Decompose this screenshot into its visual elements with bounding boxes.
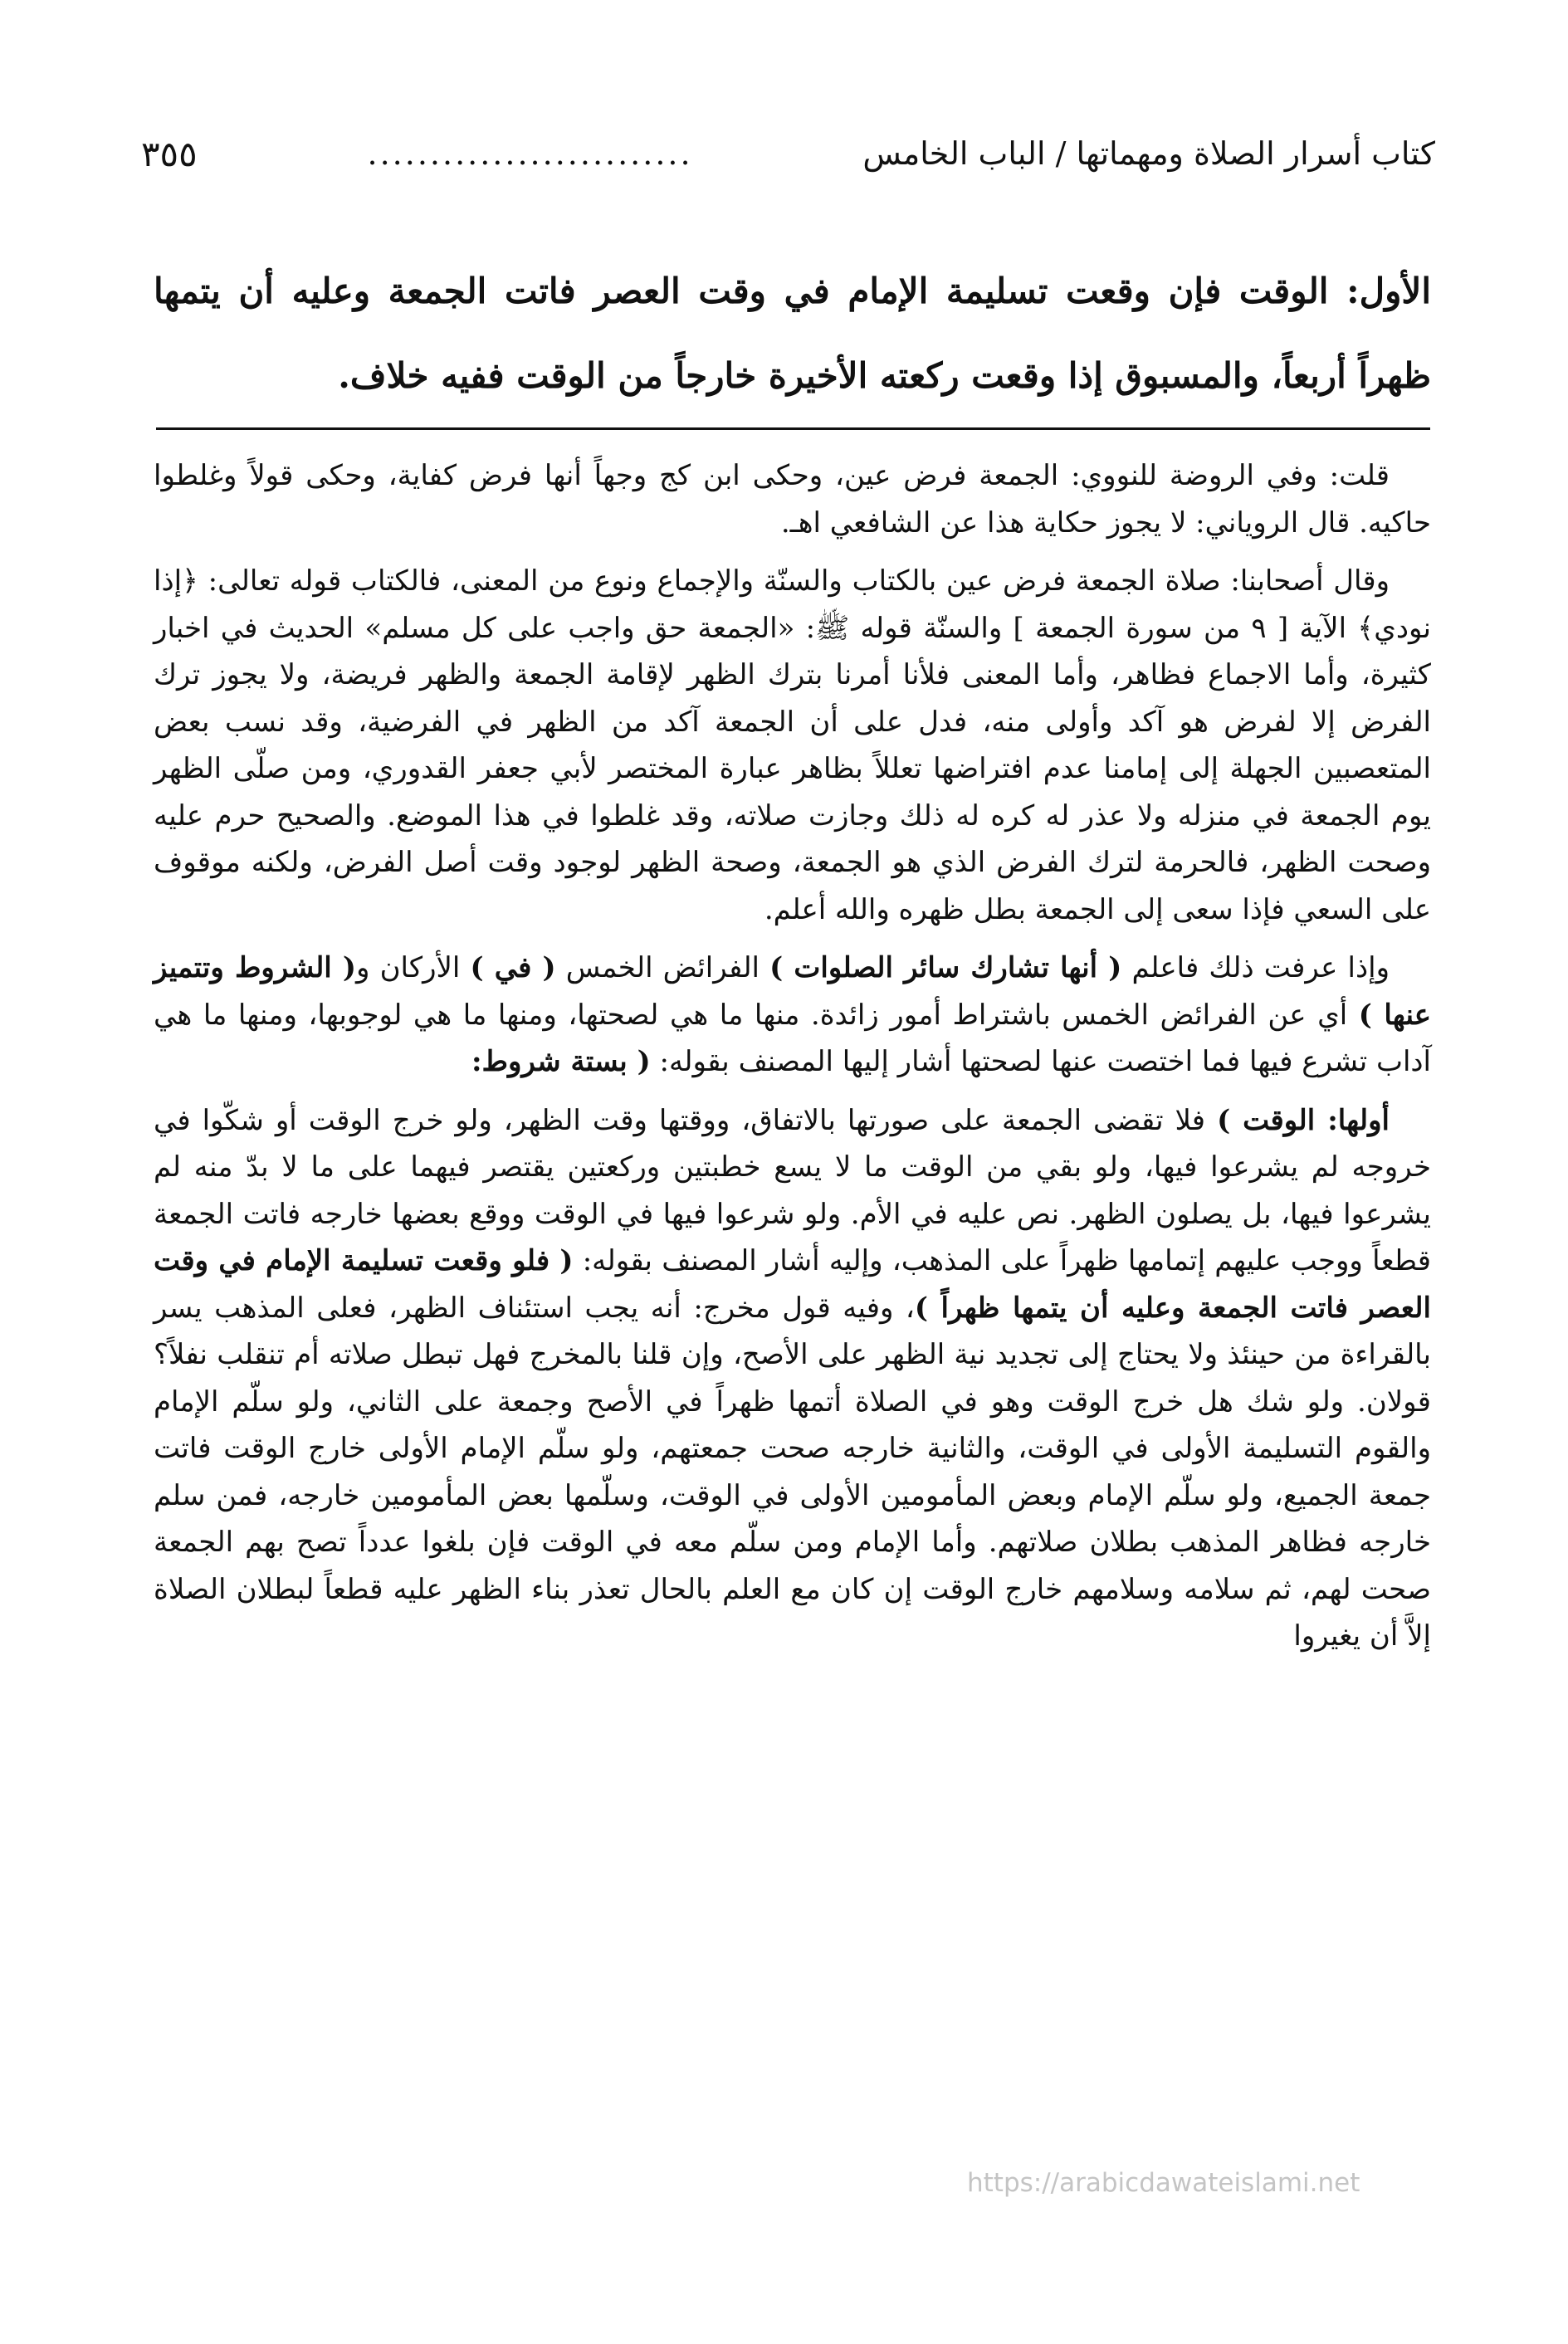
p3-text-a: وإذا عرفت ذلك فاعلم — [1121, 951, 1390, 984]
watermark-url: https://arabicdawateislami.net — [967, 2168, 1360, 2198]
p4-quote-2: ( فلو وقعت تسليمة الإمام في وقت العصر فاتت الجمعة وعليه أن يتمها ظهراً ) — [154, 1244, 1431, 1325]
p3-text-c: الفرائض الخمس — [555, 951, 770, 984]
matn-body: الوقت فإن وقعت تسليمة الإمام في وقت العصر فاتت الجمعة وعليه أن يتمها ظهراً أربعاً، والمسبوق إذا وقعت ركعته الأخيرة خارجاً من الوقت — [154, 271, 1431, 396]
matn-text — [154, 249, 1431, 418]
separator-line — [156, 427, 1430, 430]
header-leader-dots: .......................... — [367, 135, 693, 172]
running-header — [141, 125, 1435, 183]
commentary-paragraph-2: وقال أصحابنا: صلاة الجمعة فرض عين بالكتاب والسنّة والإجماع ونوع من المعنى، فالكتاب قوله تعالى: ﴿إذا نودي﴾ الآية [ ٩ من سورة الجمعة ] والسنّة قوله ﷺ: «الجمعة حق واجب على كل مسلم» الحديث في اخبار كثيرة، وأما الاجماع فظاهر، وأما المعنى فلأنا أمرنا بترك الظهر لإقامة الجمعة والظهر فريضة، ولا يجوز ترك الفرض إلا لفرض هو آكد وأولى منه، فدل على أن الجمعة آكد من الظهر في الفرضية، وقد نسب بعض المتعصبين الجهلة إلى إمامنا عدم افتراضها تعللاً بظاهر عبارة المختصر لأبي جعفر القدوري، ومن صلّى الظهر يوم الجمعة في منزله ولا عذر له كره له ذلك وجازت صلاته، وقد غلطوا في هذا الموضع. والصحيح حرم عليه وصحت الظهر، فالحرمة لترك الفرض الذي هو الجمعة، وصحة الظهر لوجود وقت أصل الفرض، ولكنه موقوف على السعي فإذا سعى إلى الجمعة بطل ظهره والله أعلم. — [154, 564, 1432, 926]
p4-text-d: ، وفيه قول مخرج: أنه يجب استئناف الظهر، فعلى المذهب يسر بالقراءة من حينئذ ولا يحتاج إلى تجديد نية الظهر على الأصح، وإن قلنا بالمخرج فهل تبطل صلاته أم تنقلب نفلاً؟ قولان. ولو شك هل خرج الوقت وهو في الصلاة أتمها ظهراً في الأصح وجمعة على الثاني، ولو سلّم الإمام والقوم التسليمة الأولى في الوقت، والثانية خارجه صحت جمعتهم، ولو سلّم الإمام الأولى خارج الوقت فاتت جمعة الجميع، ولو سلّم الإمام وبعض المأمومين الأولى في الوقت، وسلّمها بعض المأمومين خارجه، فمن سلم خارجه فظاهر المذهب بطلان صلاتهم. وأما الإمام ومن سلّم معه في الوقت فإن بلغوا عدداً تصح بهم الجمعة صحت لهم، ثم سلامه وسلامهم خارج الوقت إن كان مع العلم بالحال تعذر بناء الظهر عليه قطعاً لبطلان الصلاة إلاَّ أن يغيروا — [154, 1291, 1431, 1653]
p3-quote-1: ( أنها تشارك سائر الصلوات ) — [769, 951, 1122, 984]
matn-end: ففيه خلاف. — [338, 355, 517, 396]
p3-text-g: أي عن الفرائض الخمس باشتراط أمور زائدة. منها ما هي لصحتها، ومنها ما هي لوجوبها، ومنها ما هي آداب تشرع فيها فما اختصت عنها لصحتها أشار إليها المصنف بقوله: — [154, 998, 1431, 1078]
page-number: ٣٥٥ — [141, 133, 198, 174]
matn-lead: الأول: — [1346, 271, 1431, 311]
p3-quote-3: ( الشروط وتتميز عنها ) — [154, 951, 1431, 1032]
commentary — [154, 452, 1431, 1672]
p4-text-b: فلا تقضى الجمعة على صورتها بالاتفاق، ووقتها وقت الظهر، ولو خرج الوقت أو شكّوا في خروجه لم يشرعوا فيها، ولو بقي من الوقت ما لا يسع خطبتين وركعتين يقتصر فيهما على ما لا بدّ منه لم يشرعوا فيها، بل يصلون الظهر. نص عليه في الأم. ولو شرعوا فيها في الوقت ووقع بعضها خارجه فاتت الجمعة قطعاً ووجب عليهم إتمامها ظهراً على المذهب، وإليه أشار المصنف بقوله: — [154, 1103, 1431, 1277]
p4-quote-1: أولها: الوقت ) — [1217, 1103, 1390, 1137]
commentary-paragraph-3 — [154, 945, 1431, 1086]
p3-quote-4: ( بستة شروط: — [471, 1045, 651, 1078]
p3-quote-2: ( في ) — [470, 951, 556, 984]
chapter-title: كتاب أسرار الصلاة ومهماتها / الباب الخامس — [862, 135, 1435, 172]
commentary-paragraph-4 — [154, 1097, 1431, 1660]
p3-text-e: الأركان و — [356, 951, 471, 984]
commentary-paragraph-1: قلت: وفي الروضة للنووي: الجمعة فرض عين، وحكى ابن كج وجهاً أنها فرض كفاية، وحكى قولاً وغلطوا حاكيه. قال الروياني: لا يجوز حكاية هذا عن الشافعي اهـ. — [154, 459, 1431, 540]
